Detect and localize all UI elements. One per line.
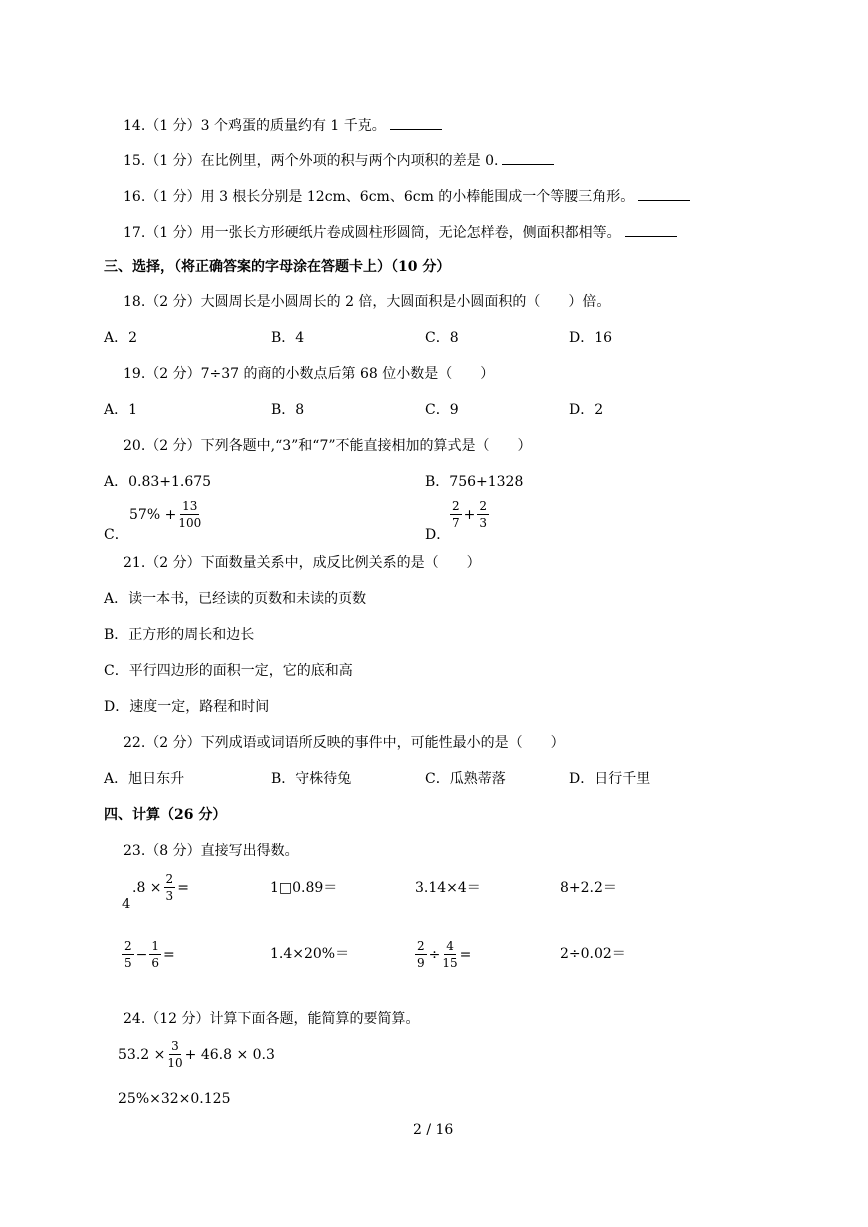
denominator: 9 [417, 956, 425, 970]
denominator: 5 [124, 956, 132, 970]
minus-sign: − [135, 946, 148, 963]
numerator: 13 [182, 499, 198, 513]
denominator: 7 [452, 516, 460, 530]
question-14 [123, 117, 442, 133]
question-18-stem: 18.（2 分）大圆周长是小圆周长的 2 倍，大圆面积是小圆面积的（ ）倍。 [123, 294, 611, 310]
denominator: 10 [167, 1056, 183, 1070]
equals-sign: = [459, 946, 472, 963]
denominator: 15 [442, 956, 458, 970]
denominator: 6 [151, 956, 160, 970]
numerator: 4 [446, 939, 454, 953]
expression-text: .8 × [132, 879, 162, 896]
denominator: 3 [165, 889, 174, 903]
option-c[interactable]: C．平行四边形的面积一定，它的底和高 [104, 663, 353, 679]
fraction [450, 500, 462, 529]
calc-item [413, 940, 471, 969]
option-a[interactable]: A．读一本书，已经读的页数和未读的页数 [104, 591, 367, 607]
option-a[interactable]: A．0.83+1.675 [104, 474, 212, 490]
calc-item: 1□0.89＝ [270, 880, 338, 896]
numerator: 3 [171, 1039, 179, 1053]
fraction [164, 873, 176, 902]
calc-item: 2÷0.02＝ [560, 946, 626, 962]
question-15 [123, 152, 554, 168]
option-b[interactable]: B．4 [271, 330, 305, 346]
option-d[interactable]: D．2 [569, 402, 604, 418]
section-title: 四、计算（26 分） [104, 807, 227, 823]
answer-blank[interactable] [638, 188, 690, 201]
denominator: 3 [479, 516, 488, 530]
option-c[interactable]: C．9 [425, 402, 459, 418]
option-b[interactable]: B．正方形的周长和边长 [104, 627, 255, 643]
option-a[interactable]: A．1 [104, 402, 138, 418]
answer-blank[interactable] [625, 224, 677, 237]
fraction [477, 500, 489, 529]
divide-sign: ÷ [428, 946, 441, 963]
calc-expression: 25%×32×0.125 [118, 1091, 231, 1107]
numerator: 2 [165, 872, 174, 886]
question-21-stem: 21.（2 分）下面数量关系中，成反比例关系的是（ ） [123, 555, 481, 571]
denominator: 100 [178, 516, 202, 530]
option-d[interactable]: D．速度一定，路程和时间 [104, 699, 270, 715]
fraction [442, 940, 457, 969]
numerator: 2 [124, 939, 132, 953]
question-24-stem: 24.（12 分）计算下面各题，能简算的要简算。 [123, 1011, 420, 1027]
question-17 [123, 224, 677, 240]
option-c-label[interactable]: C． [104, 527, 129, 543]
mixed-number-whole: 4 [122, 897, 131, 912]
question-text: 17.（1 分）用一张长方形硬纸片卷成圆柱形圆筒，无论怎样卷，侧面积都相等。 [123, 225, 621, 241]
fraction [178, 500, 201, 529]
plus-sign: + [463, 506, 476, 523]
expression-text: 53.2 × [118, 1046, 166, 1063]
question-19-stem: 19.（2 分）7÷37 的商的小数点后第 68 位小数是（ ） [123, 366, 495, 382]
question-22-stem: 22.（2 分）下列成语或词语所反映的事件中，可能性最小的是（ ） [123, 735, 565, 751]
numerator: 2 [479, 499, 488, 513]
answer-blank[interactable] [502, 152, 554, 165]
fraction [167, 1040, 182, 1069]
option-c-expression [129, 500, 203, 529]
page-number: 2 / 16 [413, 1122, 454, 1138]
numerator: 1 [151, 939, 160, 953]
calc-item [132, 873, 189, 902]
expression-text: 57% + [129, 506, 177, 523]
equals-sign: = [177, 879, 189, 896]
option-d-label[interactable]: D． [425, 527, 451, 543]
question-text: 15.（1 分）在比例里，两个外项的积与两个内项积的差是 0. [123, 153, 499, 169]
answer-blank[interactable] [390, 117, 442, 130]
fraction [415, 940, 427, 969]
option-d[interactable]: D．日行千里 [569, 771, 651, 787]
question-20-stem: 20.（2 分）下列各题中,“3”和“7”不能直接相加的算式是（ ） [123, 438, 532, 454]
option-b[interactable]: B．756+1328 [425, 474, 524, 490]
numerator: 2 [417, 939, 425, 953]
option-b[interactable]: B．守株待兔 [271, 771, 352, 787]
calc-item [120, 940, 175, 969]
option-b[interactable]: B．8 [271, 402, 305, 418]
option-c[interactable]: C．瓜熟蒂落 [425, 771, 506, 787]
option-a[interactable]: A．旭日东升 [104, 771, 185, 787]
option-d-expression [448, 500, 491, 529]
expression-text: + 46.8 × 0.3 [184, 1046, 275, 1063]
calc-expression [118, 1040, 275, 1069]
calc-item: 3.14×4＝ [415, 880, 481, 896]
fraction [122, 940, 134, 969]
question-16 [123, 188, 690, 204]
equals-sign: = [163, 946, 175, 963]
option-a[interactable]: A．2 [104, 330, 138, 346]
calc-item: 1.4×20%＝ [270, 946, 350, 962]
section-title: 三、选择，（将正确答案的字母涂在答题卡上）（10 分） [104, 259, 451, 275]
numerator: 2 [452, 499, 460, 513]
option-d[interactable]: D．16 [569, 330, 613, 346]
question-text: 16.（1 分）用 3 根长分别是 12cm、6cm、6cm 的小棒能围成一个等腰三角形。 [123, 189, 635, 205]
question-23-stem: 23.（8 分）直接写出得数。 [123, 843, 299, 859]
question-text: 14.（1 分）3 个鸡蛋的质量约有 1 千克。 [123, 118, 386, 134]
calc-item: 8+2.2＝ [560, 880, 617, 896]
fraction [149, 940, 161, 969]
option-c[interactable]: C．8 [425, 330, 459, 346]
